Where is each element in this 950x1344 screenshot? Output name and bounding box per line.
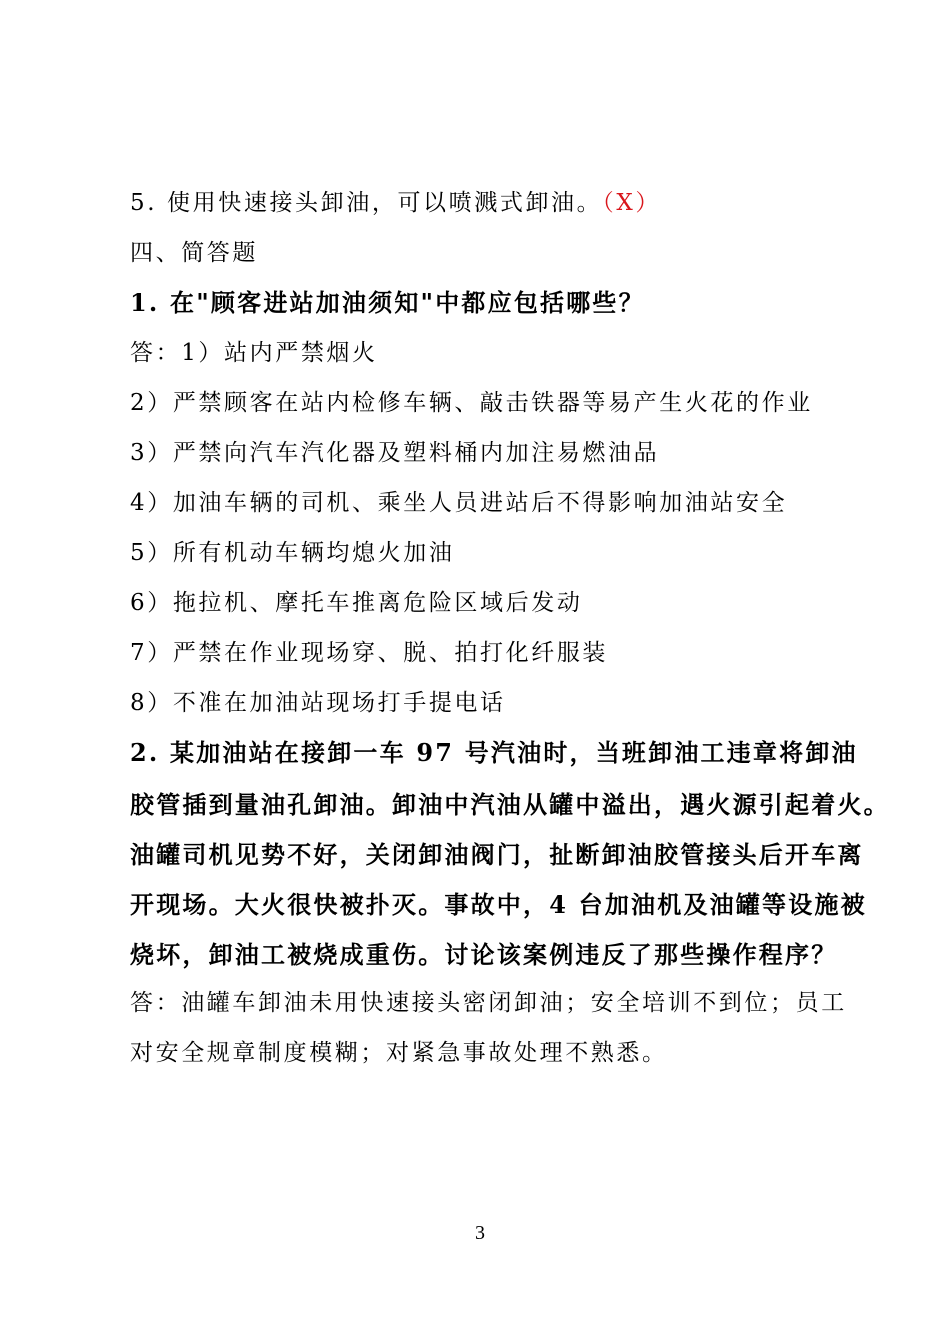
q1-answer-line: 4）加油车辆的司机、乘坐人员进站后不得影响加油站安全 [130, 490, 788, 516]
tf-item-5-answer: （X） [602, 190, 661, 216]
question-2-line: 胶管插到量油孔卸油。卸油中汽油从罐中溢出，遇火源引起着火。 [130, 790, 890, 819]
q1-answer-line: 6）拖拉机、摩托车推离危险区域后发动 [130, 590, 583, 616]
q1-answer-line: 8）不准在加油站现场打手提电话 [130, 690, 506, 716]
q1-answer-line: 5）所有机动车辆均熄火加油 [130, 540, 455, 566]
tf-item-5 [130, 188, 661, 218]
question-2-line: 烧坏，卸油工被烧成重伤。讨论该案例违反了那些操作程序？ [130, 940, 838, 969]
section-heading: 四、简答题 [130, 240, 258, 266]
question-2-line: 油罐司机见势不好，关闭卸油阀门，扯断卸油胶管接头后开车离 [130, 840, 864, 869]
q1-answer-line: 2）严禁顾客在站内检修车辆、敲击铁器等易产生火花的作业 [130, 390, 813, 416]
q1-answer-line: 3）严禁向汽车汽化器及塑料桶内加注易燃油品 [130, 440, 660, 466]
question-1: 1. 在"顾客进站加油须知"中都应包括哪些？ [130, 288, 645, 317]
tf-item-5-text: 5. 使用快速接头卸油，可以喷溅式卸油。 [130, 190, 603, 216]
q1-answer-line: 答：1）站内严禁烟火 [130, 340, 378, 366]
question-2-line: 2. 某加油站在接卸一车 97 号汽油时，当班卸油工违章将卸油 [130, 738, 858, 767]
question-2-line: 开现场。大火很快被扑灭。事故中，4 台加油机及油罐等设施被 [130, 890, 867, 919]
page-number: 3 [475, 1222, 485, 1244]
q2-answer-line: 答：油罐车卸油未用快速接头密闭卸油；安全培训不到位；员工 [130, 990, 847, 1016]
q1-answer-line: 7）严禁在作业现场穿、脱、拍打化纤服装 [130, 640, 609, 666]
q2-answer-line: 对安全规章制度模糊；对紧急事故处理不熟悉。 [130, 1040, 668, 1066]
